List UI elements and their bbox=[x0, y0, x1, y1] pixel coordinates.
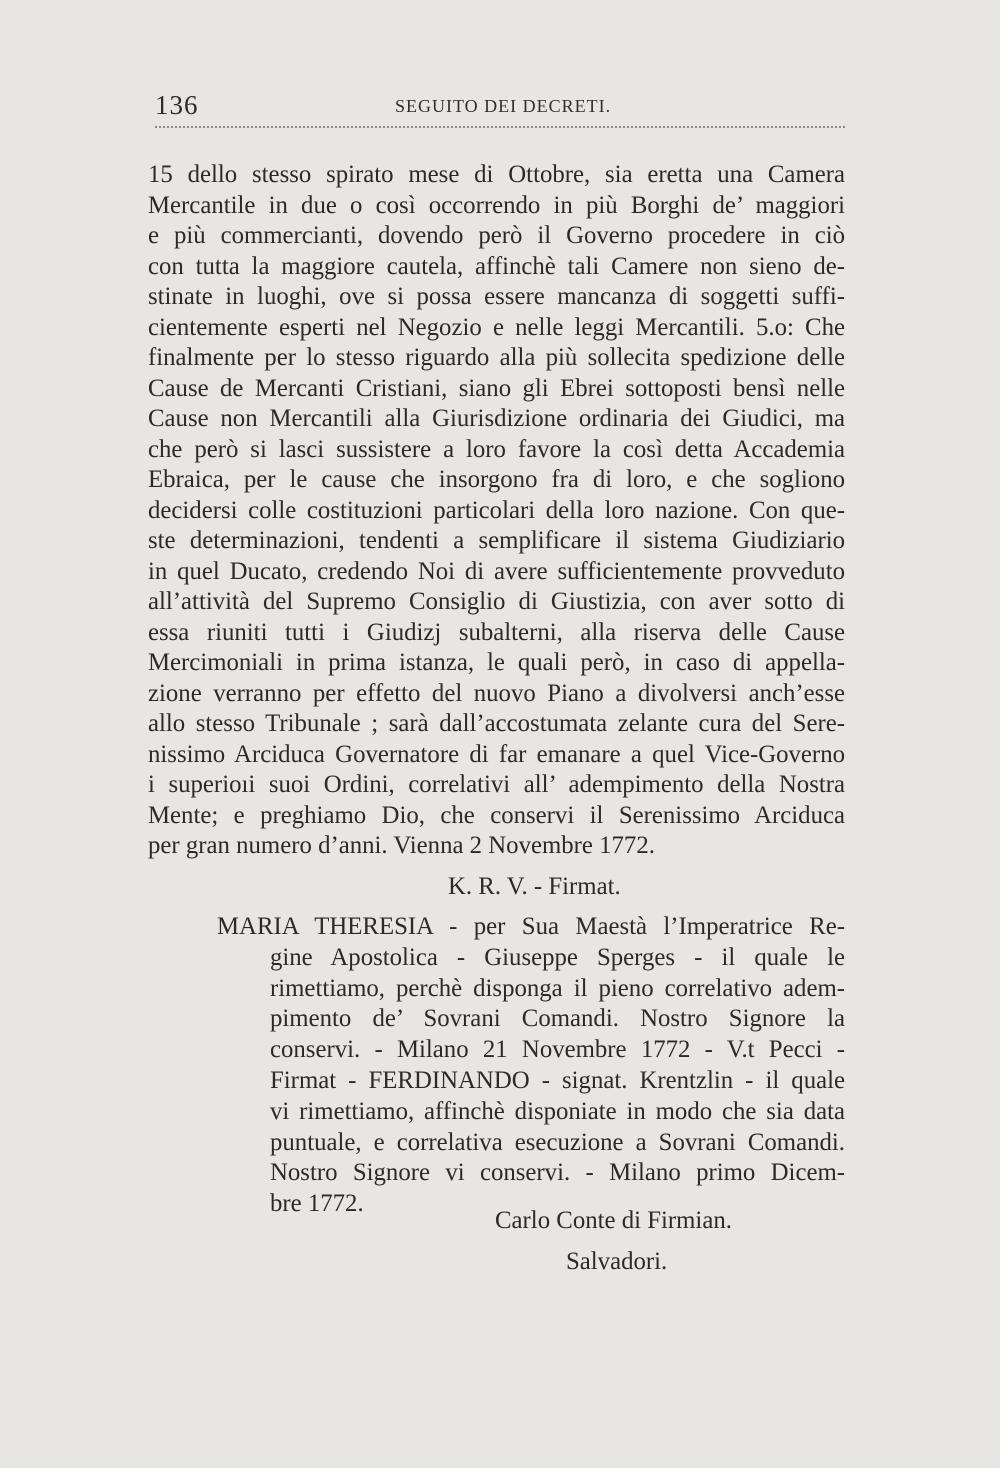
page-header bbox=[155, 88, 845, 128]
text-line: con tutta la maggiore cautela, affinchè tali Camere non sieno de- bbox=[148, 252, 845, 280]
signature-line: vi rimettiamo, affinchè disponiate in modo che sia data bbox=[270, 1097, 845, 1125]
signature-salvadori: Salvadori. bbox=[566, 1248, 668, 1275]
text-line: in quel Ducato, credendo Noi di avere sufficientemente provveduto bbox=[148, 557, 845, 585]
text-line: all’attività del Supremo Consiglio di Giustizia, con aver sotto di bbox=[148, 588, 845, 615]
text-line: che però si lasci sussistere a loro favore la così detta Accademia bbox=[148, 435, 845, 463]
text-line: 15 dello stesso spirato mese di Ottobre, sia eretta una Camera bbox=[148, 161, 845, 188]
text-line: Mercantile in due o così occorrendo in più Borghi de’ maggiori bbox=[148, 191, 845, 219]
text-line: nissimo Arciduca Governatore di far emanare a quel Vice-Governo bbox=[148, 740, 845, 768]
text-line: finalmente per lo stesso riguardo alla più sollecita spedizione delle bbox=[148, 344, 845, 371]
text-line: zione verranno per effetto del nuovo Piano a divolversi anch’esse bbox=[148, 679, 845, 707]
signature-kr: K. R. V. - Firmat. bbox=[448, 873, 621, 900]
text-line: Ebraica, per le cause che insorgono fra di loro, e che sogliono bbox=[148, 466, 845, 493]
signature-line: MARIA THERESIA - per Sua Maestà l’Imperatrice Re- bbox=[217, 913, 845, 940]
text-line: e più commercianti, dovendo però il Governo procedere in ciò bbox=[148, 222, 845, 249]
text-line: essa riuniti tutti i Giudizj subalterni, alla riserva delle Cause bbox=[148, 618, 845, 646]
text-line: decidersi colle costituzioni particolari della loro nazione. Con que- bbox=[148, 496, 845, 524]
text-line: Cause non Mercantili alla Giurisdizione ordinaria dei Giudici, ma bbox=[148, 405, 845, 432]
signature-firmian: Carlo Conte di Firmian. bbox=[495, 1207, 732, 1234]
signature-line: Nostro Signore vi conservi. - Milano primo Dicem- bbox=[270, 1159, 845, 1187]
signature-line-last: bre 1772. bbox=[270, 1190, 364, 1218]
text-line-last: per gran numero d’anni. Vienna 2 Novembre 1772. bbox=[148, 832, 655, 859]
signatures-block bbox=[217, 912, 845, 1220]
page-number: 136 bbox=[155, 90, 199, 120]
signature-line: conservi. - Milano 21 Novembre 1772 - V.t Pecci - bbox=[270, 1036, 845, 1064]
text-line: cientemente esperti nel Negozio e nelle leggi Mercantili. 5.o: Che bbox=[148, 313, 845, 341]
signature-line: pimento de’ Sovrani Comandi. Nostro Signore la bbox=[270, 1005, 845, 1033]
text-line: stinate in luoghi, ove si possa essere mancanza di soggetti suffi- bbox=[148, 283, 845, 310]
text-line: i superioıi suoi Ordini, correlativi all’ adempimento della Nostra bbox=[148, 771, 845, 798]
text-line: Mente; e preghiamo Dio, che conservi il Serenissimo Arciduca bbox=[148, 801, 845, 829]
text-line: ste determinazioni, tendenti a semplificare il sistema Giudiziario bbox=[148, 527, 845, 554]
signature-line: Firmat - FERDINANDO - signat. Krentzlin - il quale bbox=[270, 1066, 845, 1094]
running-head: SEGUITO DEI DECRETI. bbox=[395, 96, 612, 116]
signature-line: rimettiamo, perchè disponga il pieno correlativo adem- bbox=[270, 974, 845, 1002]
signature-line: gine Apostolica - Giuseppe Sperges - il quale le bbox=[270, 943, 845, 971]
main-text bbox=[148, 160, 845, 862]
text-line: Cause de Mercanti Cristiani, siano gli Ebrei sottoposti bensì nelle bbox=[148, 374, 845, 402]
header-rule bbox=[155, 126, 845, 128]
text-line: Mercimoniali in prima istanza, le quali però, in caso di appella- bbox=[148, 649, 845, 676]
signature-line: puntuale, e correlativa esecuzione a Sovrani Comandi. bbox=[270, 1128, 845, 1156]
text-line: allo stesso Tribunale ; sarà dall’accostumata zelante cura del Sere- bbox=[148, 710, 845, 737]
